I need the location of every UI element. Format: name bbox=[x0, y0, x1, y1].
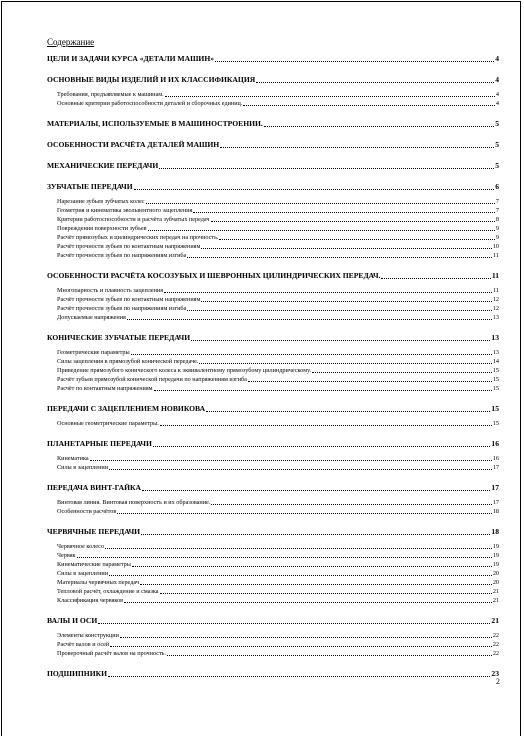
dot-leader bbox=[256, 82, 494, 83]
toc-subsection[interactable] bbox=[47, 498, 499, 507]
dot-leader bbox=[160, 425, 492, 426]
toc-entry-page: 18 bbox=[491, 527, 499, 536]
toc-entry-page: 14 bbox=[492, 358, 499, 365]
page-number: 2 bbox=[496, 677, 500, 686]
dot-leader bbox=[264, 126, 494, 127]
dot-leader bbox=[141, 534, 490, 535]
toc-entry-page: 10 bbox=[492, 243, 499, 250]
toc-section[interactable] bbox=[47, 75, 499, 85]
toc-entry-title: КОНИЧЕСКИЕ ЗУБЧАТЫЕ ПЕРЕДАЧИ bbox=[47, 333, 191, 342]
dot-leader bbox=[199, 363, 491, 364]
toc-subsection[interactable] bbox=[47, 375, 499, 384]
dot-leader bbox=[154, 390, 492, 391]
table-of-contents bbox=[47, 54, 499, 679]
toc-section[interactable] bbox=[47, 404, 499, 414]
toc-entry-title: Расчёт прочности зубьев по контактным напряжениям bbox=[57, 243, 201, 250]
toc-entry-page: 6 bbox=[495, 182, 499, 191]
toc-subsection[interactable] bbox=[47, 206, 499, 215]
toc-entry-title: ЦЕЛИ И ЗАДАЧИ КУРСА «ДЕТАЛИ МАШИН» bbox=[47, 54, 215, 63]
toc-entry-title: ПЕРЕДАЧИ С ЗАЦЕПЛЕНИЕМ НОВИКОВА bbox=[47, 404, 206, 413]
toc-entry-title: Проверочный расчёт валов на прочность. bbox=[57, 650, 167, 657]
toc-entry-title: ЧЕРВЯЧНЫЕ ПЕРЕДАЧИ bbox=[47, 527, 141, 536]
toc-entry-title: Нарезание зубьев зубчатых колес bbox=[57, 198, 145, 205]
toc-subsection[interactable] bbox=[47, 233, 499, 242]
toc-entry-page: 22 bbox=[492, 632, 499, 639]
dot-leader bbox=[159, 168, 494, 169]
dot-leader bbox=[117, 513, 492, 514]
dot-leader bbox=[381, 278, 490, 279]
toc-subsection[interactable] bbox=[47, 551, 499, 560]
toc-subsection[interactable] bbox=[47, 242, 499, 251]
toc-entry-title: Основные критерии работоспособности деталей и сборочных единиц. bbox=[57, 100, 243, 107]
toc-section[interactable] bbox=[47, 119, 499, 129]
toc-subsection[interactable] bbox=[47, 631, 499, 640]
toc-subsection[interactable] bbox=[47, 587, 499, 596]
toc-entry-title: Критерии работоспособности и расчёта зубчатых передач bbox=[57, 216, 210, 223]
toc-subsection[interactable] bbox=[47, 507, 499, 516]
toc-entry-title: Основные геометрические параметры. bbox=[57, 420, 159, 427]
toc-entry-title: Особенности расчётов bbox=[57, 508, 117, 515]
toc-entry-page: 5 bbox=[495, 119, 499, 128]
toc-entry-title: Расчёт прочности зубьев по напряжениям изгиба bbox=[57, 252, 187, 259]
toc-entry-page: 20 bbox=[492, 570, 499, 577]
toc-entry-title: ЗУБЧАТЫЕ ПЕРЕДАЧИ bbox=[47, 182, 133, 191]
toc-entry-page: 23 bbox=[491, 669, 499, 678]
toc-entry-title: ОСНОВНЫЕ ВИДЫ ИЗДЕЛИЙ И ИХ КЛАССИФИКАЦИЯ bbox=[47, 75, 256, 84]
toc-entry-page: 15 bbox=[491, 404, 499, 413]
toc-entry-title: Червяк bbox=[57, 552, 76, 559]
dot-leader bbox=[90, 460, 492, 461]
toc-entry-page: 19 bbox=[492, 561, 499, 568]
toc-entry-title: ПОДШИПНИКИ bbox=[47, 669, 108, 678]
dot-leader bbox=[131, 354, 492, 355]
toc-entry-title: Многопарность и плавность зацепления bbox=[57, 287, 164, 294]
toc-entry-title: Тепловой расчёт, охлаждение и смазка bbox=[57, 588, 159, 595]
toc-entry-page: 5 bbox=[495, 140, 499, 149]
toc-entry-title: Червячное колесо bbox=[57, 543, 104, 550]
toc-section[interactable] bbox=[47, 333, 499, 343]
toc-entry-page: 17 bbox=[492, 464, 499, 471]
toc-entry-page: 15 bbox=[492, 376, 499, 383]
toc-entry-title: Допускаемые напряжения bbox=[57, 314, 126, 321]
toc-entry-page: 7 bbox=[495, 207, 499, 214]
toc-entry-title: Расчёт прямозубых и цилиндрических передач на прочность. bbox=[57, 234, 219, 241]
toc-section[interactable] bbox=[47, 140, 499, 150]
dot-leader bbox=[140, 584, 492, 585]
dot-leader bbox=[187, 310, 492, 311]
dot-leader bbox=[134, 189, 495, 190]
toc-entry-title: МАТЕРИАЛЫ, ИСПОЛЬЗУЕМЫЕ В МАШИНОСТРОЕНИИ. bbox=[47, 119, 263, 128]
dot-leader bbox=[110, 646, 492, 647]
dot-leader bbox=[219, 239, 494, 240]
toc-entry-title: ОСОБЕННОСТИ РАСЧЁТА КОСОЗУБЫХ И ШЕВРОННЫХ ЦИЛИНДРИЧЕСКИХ ПЕРЕДАЧ. bbox=[47, 271, 381, 280]
toc-entry-page: 4 bbox=[495, 91, 499, 98]
toc-entry-page: 13 bbox=[492, 314, 499, 321]
toc-entry-title: МЕХАНИЧЕСКИЕ ПЕРЕДАЧИ bbox=[47, 161, 159, 170]
toc-subsection[interactable] bbox=[47, 560, 499, 569]
dot-leader bbox=[191, 340, 490, 341]
toc-entry-page: 15 bbox=[492, 385, 499, 392]
toc-subsection[interactable] bbox=[47, 90, 499, 99]
toc-section[interactable] bbox=[47, 483, 499, 493]
toc-entry-page: 12 bbox=[492, 296, 499, 303]
toc-entry-page: 19 bbox=[492, 552, 499, 559]
dot-leader bbox=[146, 203, 495, 204]
toc-subsection[interactable] bbox=[47, 366, 499, 375]
toc-entry-page: 18 bbox=[492, 508, 499, 515]
toc-entry-page: 5 bbox=[495, 161, 499, 170]
dot-leader bbox=[148, 230, 495, 231]
toc-entry-title: Расчёт валов и осей bbox=[57, 641, 110, 648]
dot-leader bbox=[142, 490, 490, 491]
toc-subsection[interactable] bbox=[47, 640, 499, 649]
toc-subsection[interactable] bbox=[47, 251, 499, 260]
toc-entry-title: Элементы конструкции bbox=[57, 632, 119, 639]
toc-entry-page: 4 bbox=[495, 100, 499, 107]
toc-subsection[interactable] bbox=[47, 419, 499, 428]
toc-subsection[interactable] bbox=[47, 197, 499, 206]
toc-subsection[interactable] bbox=[47, 224, 499, 233]
dot-leader bbox=[105, 548, 492, 549]
toc-entry-page: 12 bbox=[492, 305, 499, 312]
toc-subsection[interactable] bbox=[47, 384, 499, 393]
toc-entry-title: Требования, предъявляемые к машинам. bbox=[57, 91, 164, 98]
toc-entry-title: Силы зацепления в прямозубой конической передаче. bbox=[57, 358, 199, 365]
toc-entry-page: 20 bbox=[492, 579, 499, 586]
toc-entry-page: 9 bbox=[495, 225, 499, 232]
toc-entry-page: 21 bbox=[492, 588, 499, 595]
dot-leader bbox=[77, 557, 492, 558]
toc-entry-title: ОСОБЕННОСТИ РАСЧЁТА ДЕТАЛЕЙ МАШИН bbox=[47, 140, 220, 149]
toc-entry-title: Расчёт прочности зубьев по контактным напряжениям bbox=[57, 296, 201, 303]
toc-subsection[interactable] bbox=[47, 596, 499, 605]
toc-entry-page: 11 bbox=[493, 252, 499, 259]
toc-section[interactable] bbox=[47, 616, 499, 626]
toc-entry-title: Силы в зацеплении bbox=[57, 464, 109, 471]
dot-leader bbox=[127, 319, 492, 320]
toc-entry-page: 21 bbox=[492, 597, 499, 604]
toc-section[interactable] bbox=[47, 182, 499, 192]
toc-entry-title: Винтовая линия. Винтовая поверхность и их образование. bbox=[57, 499, 211, 506]
toc-entry-page: 11 bbox=[493, 287, 499, 294]
dot-leader bbox=[160, 593, 492, 594]
toc-entry-title: Расчёт по контактным напряжениям bbox=[57, 385, 153, 392]
dot-leader bbox=[167, 655, 492, 656]
toc-entry-page: 22 bbox=[492, 650, 499, 657]
dot-leader bbox=[215, 61, 494, 62]
dot-leader bbox=[109, 469, 492, 470]
toc-entry-title: Геометрические параметры bbox=[57, 349, 130, 356]
toc-entry-page: 19 bbox=[492, 543, 499, 550]
dot-leader bbox=[109, 575, 492, 576]
dot-leader bbox=[206, 411, 490, 412]
toc-entry-page: 16 bbox=[492, 455, 499, 462]
toc-entry-page: 21 bbox=[491, 616, 499, 625]
toc-entry-page: 15 bbox=[492, 367, 499, 374]
toc-section[interactable] bbox=[47, 527, 499, 537]
dot-leader bbox=[132, 566, 492, 567]
dot-leader bbox=[153, 446, 491, 447]
dot-leader bbox=[187, 257, 492, 258]
toc-heading: Содержание bbox=[47, 37, 95, 47]
toc-subsection[interactable] bbox=[47, 215, 499, 224]
toc-entry-page: 9 bbox=[495, 234, 499, 241]
toc-entry-title: Геометрия и кинематика эвольвентного зацепления bbox=[57, 207, 193, 214]
dot-leader bbox=[220, 147, 494, 148]
dot-leader bbox=[124, 602, 492, 603]
dot-leader bbox=[120, 637, 492, 638]
dot-leader bbox=[248, 381, 492, 382]
dot-leader bbox=[201, 248, 491, 249]
dot-leader bbox=[165, 96, 495, 97]
dot-leader bbox=[312, 372, 492, 373]
toc-entry-page: 4 bbox=[495, 54, 499, 63]
dot-leader bbox=[211, 504, 491, 505]
dot-leader bbox=[243, 105, 495, 106]
toc-entry-title: Приведение прямозубого конического колеса к эквивалентному прямозубому цилиндрическому. bbox=[57, 367, 312, 374]
toc-entry-title: Классификация червяков bbox=[57, 597, 124, 604]
toc-section[interactable] bbox=[47, 161, 499, 171]
toc-section[interactable] bbox=[47, 439, 499, 449]
toc-subsection[interactable] bbox=[47, 357, 499, 366]
dot-leader bbox=[211, 221, 495, 222]
dot-leader bbox=[164, 292, 492, 293]
toc-subsection[interactable] bbox=[47, 463, 499, 472]
toc-entry-page: 13 bbox=[492, 349, 499, 356]
toc-entry-title: Расчёт прочности зубьев по напряжениям изгиба bbox=[57, 305, 187, 312]
toc-subsection[interactable] bbox=[47, 313, 499, 322]
toc-subsection[interactable] bbox=[47, 454, 499, 463]
toc-entry-title: Повреждения поверхности зубьев bbox=[57, 225, 147, 232]
toc-subsection[interactable] bbox=[47, 649, 499, 658]
toc-section[interactable] bbox=[47, 271, 499, 281]
toc-entry-title: Силы в зацеплении bbox=[57, 570, 109, 577]
dot-leader bbox=[193, 212, 495, 213]
toc-entry-title: Кинематика bbox=[57, 455, 89, 462]
toc-subsection[interactable] bbox=[47, 295, 499, 304]
toc-subsection[interactable] bbox=[47, 304, 499, 313]
toc-subsection[interactable] bbox=[47, 99, 499, 108]
toc-entry-title: Расчёт зубьев прямозубой конической передачи по напряжениям изгиба bbox=[57, 376, 247, 383]
toc-entry-page: 7 bbox=[495, 198, 499, 205]
toc-entry-page: 17 bbox=[492, 499, 499, 506]
toc-entry-page: 17 bbox=[491, 483, 499, 492]
document-page bbox=[1, 1, 521, 736]
toc-entry-title: ВАЛЫ И ОСИ bbox=[47, 616, 98, 625]
toc-entry-page: 22 bbox=[492, 641, 499, 648]
toc-entry-title: ПЕРЕДАЧА ВИНТ-ГАЙКА bbox=[47, 483, 142, 492]
toc-entry-title: Кинематические параметры bbox=[57, 561, 131, 568]
toc-subsection[interactable] bbox=[47, 569, 499, 578]
toc-entry-title: ПЛАНЕТАРНЫЕ ПЕРЕДАЧИ bbox=[47, 439, 152, 448]
toc-entry-page: 4 bbox=[495, 75, 499, 84]
dot-leader bbox=[98, 623, 490, 624]
toc-subsection[interactable] bbox=[47, 578, 499, 587]
toc-entry-page: 11 bbox=[491, 271, 499, 280]
dot-leader bbox=[201, 301, 491, 302]
toc-entry-title: Материалы червячных передач bbox=[57, 579, 139, 586]
toc-section[interactable] bbox=[47, 669, 499, 679]
toc-entry-page: 13 bbox=[491, 333, 499, 342]
toc-subsection[interactable] bbox=[47, 348, 499, 357]
toc-subsection[interactable] bbox=[47, 542, 499, 551]
toc-entry-page: 8 bbox=[495, 216, 499, 223]
toc-entry-page: 16 bbox=[491, 439, 499, 448]
toc-subsection[interactable] bbox=[47, 286, 499, 295]
toc-entry-page: 15 bbox=[492, 420, 499, 427]
toc-section[interactable] bbox=[47, 54, 499, 64]
dot-leader bbox=[108, 676, 490, 677]
